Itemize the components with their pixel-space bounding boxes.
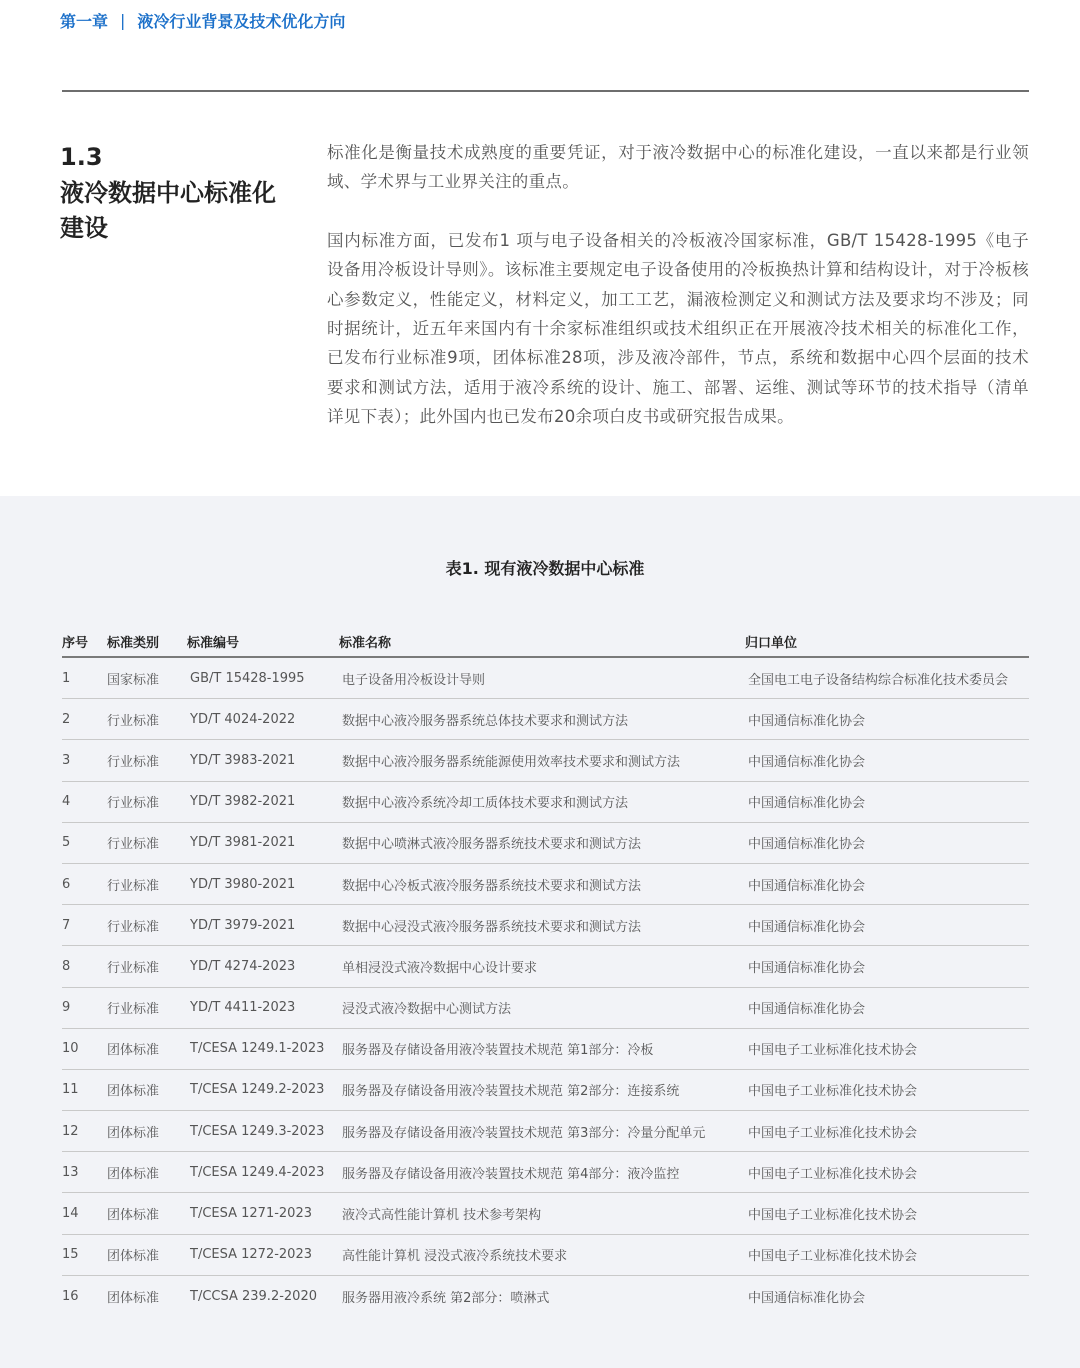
- header-cell-name: 标准名称: [339, 635, 392, 651]
- table-row: [62, 1029, 1029, 1070]
- header-cell-index: 序号: [62, 635, 89, 651]
- row-name: 服务器及存储设备用液冷装置技术规范 第1部分：冷板: [342, 1043, 654, 1059]
- table-row: [62, 1152, 1029, 1193]
- row-authority: 中国通信标准化协会: [748, 1290, 866, 1306]
- table-row: [62, 1070, 1029, 1111]
- row-authority: 中国电子工业标准化技术协会: [748, 1043, 918, 1059]
- row-code: T/CCSA 239.2-2020: [190, 1288, 317, 1304]
- row-code: YD/T 4411-2023: [190, 1000, 296, 1016]
- row-index: 4: [62, 794, 71, 810]
- row-category: 国家标准: [107, 672, 160, 688]
- table-row: [62, 1235, 1029, 1276]
- table-body: [62, 658, 1029, 1317]
- row-authority: 中国电子工业标准化技术协会: [748, 1249, 918, 1265]
- header-cell-code: 标准编号: [187, 635, 240, 651]
- table-header-row: [62, 626, 1029, 658]
- row-code: YD/T 3979-2021: [190, 917, 296, 933]
- row-name: 数据中心冷板式液冷服务器系统技术要求和测试方法: [342, 878, 642, 894]
- row-name: 数据中心液冷服务器系统能源使用效率技术要求和测试方法: [342, 754, 681, 770]
- row-name: 数据中心液冷服务器系统总体技术要求和测试方法: [342, 713, 629, 729]
- row-authority: 中国通信标准化协会: [748, 1002, 866, 1018]
- row-name: 服务器及存储设备用液冷装置技术规范 第2部分：连接系统: [342, 1084, 680, 1100]
- table-row: [62, 1276, 1029, 1317]
- row-authority: 中国通信标准化协会: [748, 796, 866, 812]
- row-index: 13: [62, 1164, 79, 1180]
- row-code: YD/T 4024-2022: [190, 711, 296, 727]
- row-category: 行业标准: [107, 878, 160, 894]
- row-index: 16: [62, 1288, 79, 1304]
- row-code: T/CESA 1271-2023: [190, 1206, 312, 1222]
- row-code: YD/T 3983-2021: [190, 752, 296, 768]
- header-cell-category: 标准类别: [107, 635, 160, 651]
- table-row: [62, 946, 1029, 987]
- row-code: YD/T 3980-2021: [190, 876, 296, 892]
- row-authority: 中国通信标准化协会: [748, 919, 866, 935]
- row-name: 单相浸没式液冷数据中心设计要求: [342, 960, 538, 976]
- row-category: 行业标准: [107, 919, 160, 935]
- row-code: T/CESA 1249.2-2023: [190, 1082, 325, 1098]
- row-index: 8: [62, 958, 71, 974]
- row-name: 浸没式液冷数据中心测试方法: [342, 1002, 512, 1018]
- row-category: 行业标准: [107, 1002, 160, 1018]
- row-code: T/CESA 1272-2023: [190, 1247, 312, 1263]
- row-index: 3: [62, 752, 71, 768]
- row-authority: 中国电子工业标准化技术协会: [748, 1084, 918, 1100]
- row-category: 行业标准: [107, 960, 160, 976]
- chapter-label: 第一章: [60, 11, 109, 31]
- row-category: 团体标准: [107, 1125, 160, 1141]
- row-index: 9: [62, 1000, 71, 1016]
- row-name: 高性能计算机 浸没式液冷系统技术要求: [342, 1249, 568, 1265]
- section-body: [327, 138, 1029, 461]
- chapter-title: 液冷行业背景及技术优化方向: [137, 11, 346, 31]
- table-row: [62, 782, 1029, 823]
- row-name: 服务器及存储设备用液冷装置技术规范 第4部分：液冷监控: [342, 1166, 680, 1182]
- table-row: [62, 740, 1029, 781]
- row-index: 6: [62, 876, 71, 892]
- chapter-separator: |: [120, 10, 126, 30]
- row-category: 团体标准: [107, 1208, 160, 1224]
- row-code: T/CESA 1249.3-2023: [190, 1123, 325, 1139]
- row-authority: 中国电子工业标准化技术协会: [748, 1125, 918, 1141]
- row-category: 行业标准: [107, 754, 160, 770]
- row-name: 服务器及存储设备用液冷装置技术规范 第3部分：冷量分配单元: [342, 1125, 706, 1141]
- body-paragraph: 标准化是衡量技术成熟度的重要凭证，对于液冷数据中心的标准化建设，一直以来都是行业领域、学术界与工业界关注的重点。: [327, 143, 1029, 192]
- row-code: YD/T 3981-2021: [190, 835, 296, 851]
- row-authority: 中国通信标准化协会: [748, 878, 866, 894]
- row-name: 数据中心喷淋式液冷服务器系统技术要求和测试方法: [342, 837, 642, 853]
- section-title: 液冷数据中心标准化建设: [60, 179, 276, 242]
- table-row: [62, 823, 1029, 864]
- standards-table: [62, 626, 1029, 1317]
- row-code: YD/T 3982-2021: [190, 794, 296, 810]
- table-row: [62, 864, 1029, 905]
- row-authority: 中国通信标准化协会: [748, 837, 866, 853]
- row-index: 1: [62, 670, 71, 686]
- row-index: 2: [62, 711, 71, 727]
- row-name: 数据中心浸没式液冷服务器系统技术要求和测试方法: [342, 919, 642, 935]
- section-heading: [60, 142, 300, 246]
- header-divider: [62, 90, 1029, 92]
- row-index: 14: [62, 1206, 79, 1222]
- row-index: 15: [62, 1247, 79, 1263]
- table-row: [62, 1193, 1029, 1234]
- row-authority: 中国通信标准化协会: [748, 960, 866, 976]
- row-name: 数据中心液冷系统冷却工质体技术要求和测试方法: [342, 796, 629, 812]
- row-authority: 中国通信标准化协会: [748, 713, 866, 729]
- row-code: T/CESA 1249.4-2023: [190, 1164, 325, 1180]
- table-row: [62, 905, 1029, 946]
- section-number: 1.3: [60, 143, 103, 171]
- row-category: 行业标准: [107, 713, 160, 729]
- row-category: 团体标准: [107, 1290, 160, 1306]
- row-authority: 中国通信标准化协会: [748, 754, 866, 770]
- body-paragraph: 国内标准方面，已发布1 项与电子设备相关的冷板液冷国家标准，GB/T 15428-1995《电子设备用冷板设计导则》。该标准主要规定电子设备使用的冷板换热计算和结构设计，对于冷板核心参数定义，性能定义，材料定义，加工工艺，漏液检测定义和测试方法及要求均不涉及；同时据统计，近五年来国内有十余家标准组织或技术组织正在开展液冷技术相关的标准化工作，已发布行业标准9项，团体标准28项，涉及液冷部件，节点，系统和数据中心四个层面的技术要求和测试方法，适用于液冷系统的设计、施工、部署、运维、测试等环节的技术指导（清单详见下表）；此外国内也已发布20余项白皮书或研究报告成果。: [327, 230, 1029, 427]
- row-authority: 全国电工电子设备结构综合标准化技术委员会: [748, 672, 1009, 688]
- row-name: 服务器用液冷系统 第2部分：喷淋式: [342, 1290, 550, 1306]
- chapter-header: [60, 8, 345, 32]
- row-index: 5: [62, 835, 71, 851]
- row-code: YD/T 4274-2023: [190, 958, 296, 974]
- row-index: 7: [62, 917, 71, 933]
- row-index: 10: [62, 1041, 79, 1057]
- row-name: 液冷式高性能计算机 技术参考架构: [342, 1208, 542, 1224]
- row-code: GB/T 15428-1995: [190, 670, 305, 686]
- row-index: 11: [62, 1082, 79, 1098]
- row-category: 团体标准: [107, 1166, 160, 1182]
- table-row: [62, 988, 1029, 1029]
- row-category: 行业标准: [107, 796, 160, 812]
- row-authority: 中国电子工业标准化技术协会: [748, 1208, 918, 1224]
- row-category: 团体标准: [107, 1084, 160, 1100]
- table-row: [62, 658, 1029, 699]
- row-name: 电子设备用冷板设计导则: [342, 672, 486, 688]
- table-row: [62, 699, 1029, 740]
- row-category: 团体标准: [107, 1043, 160, 1059]
- table-row: [62, 1111, 1029, 1152]
- row-index: 12: [62, 1123, 79, 1139]
- header-cell-authority: 归口单位: [745, 635, 798, 651]
- table-caption: 表1. 现有液冷数据中心标准: [445, 559, 645, 578]
- row-authority: 中国电子工业标准化技术协会: [748, 1166, 918, 1182]
- row-code: T/CESA 1249.1-2023: [190, 1041, 325, 1057]
- row-category: 行业标准: [107, 837, 160, 853]
- row-category: 团体标准: [107, 1249, 160, 1265]
